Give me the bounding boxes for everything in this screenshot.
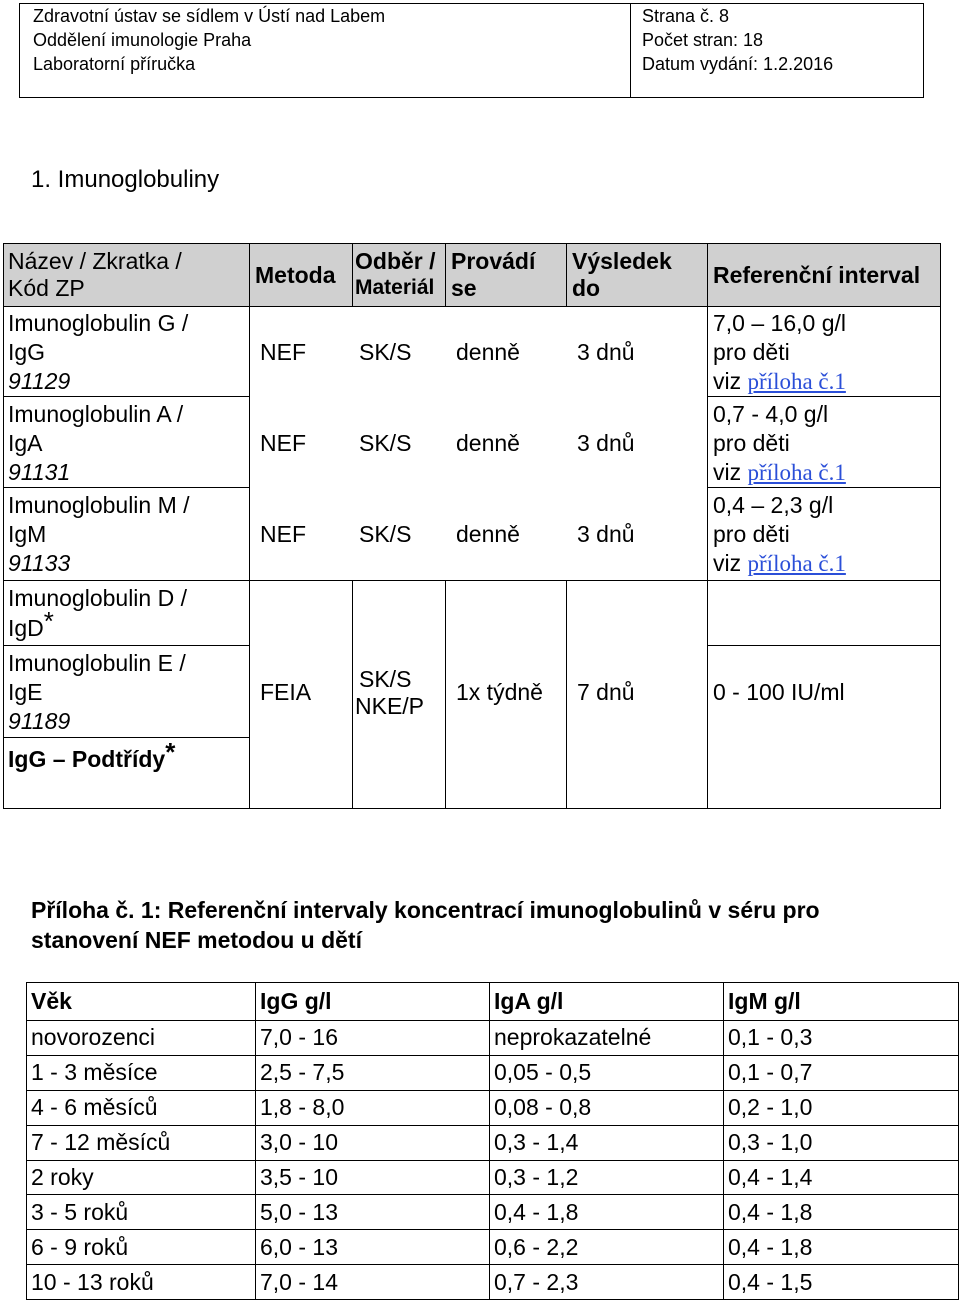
- table-row: [27, 1265, 959, 1300]
- row-result: 3 dnů: [577, 521, 635, 547]
- cell-igm: 0,4 - 1,8: [724, 1230, 959, 1265]
- col-header-performed-line2: se: [451, 275, 477, 301]
- col-divider: [707, 244, 708, 808]
- row-reference-value: 0 - 100 IU/ml: [713, 679, 845, 705]
- row-reference-see: [713, 549, 846, 578]
- row-performed: 1x týdně: [456, 679, 543, 705]
- cell-iga: 0,6 - 2,2: [490, 1230, 724, 1265]
- col-header-result-line2: do: [572, 275, 601, 301]
- col-divider: [352, 244, 353, 306]
- row-reference-see-label: viz: [713, 368, 742, 394]
- row-reference-value: 0,4 – 2,3 g/l: [713, 492, 834, 518]
- row-divider: [4, 737, 249, 738]
- col-header-igg: IgG g/l: [256, 983, 490, 1021]
- col-divider: [352, 580, 353, 808]
- row-name-with-note: [8, 737, 176, 773]
- row-code: 91189: [8, 708, 71, 734]
- row-name: Imunoglobulin E /: [8, 650, 186, 676]
- cell-igm: 0,1 - 0,7: [724, 1055, 959, 1090]
- row-abbr: IgD: [8, 615, 44, 641]
- cell-age: 1 - 3 měsíce: [27, 1055, 256, 1090]
- cell-igg: 2,5 - 7,5: [256, 1055, 490, 1090]
- row-result: 3 dnů: [577, 339, 635, 365]
- row-sample: SK/S: [359, 521, 412, 547]
- row-divider: [4, 487, 249, 488]
- table-row: [27, 1230, 959, 1265]
- row-divider: [4, 306, 940, 307]
- cell-igg: 7,0 - 14: [256, 1265, 490, 1300]
- cell-age: 7 - 12 měsíců: [27, 1125, 256, 1160]
- cell-iga: 0,4 - 1,8: [490, 1195, 724, 1230]
- cell-igm: 0,4 - 1,4: [724, 1160, 959, 1195]
- header-pages-total: Počet stran: 18: [642, 30, 764, 50]
- table-row: [27, 1125, 959, 1160]
- row-reference-see: [713, 458, 846, 487]
- footnote-star: *: [165, 737, 176, 767]
- appendix-link[interactable]: příloha č.1: [747, 551, 846, 576]
- col-divider: [249, 244, 250, 808]
- col-header-iga: IgA g/l: [490, 983, 724, 1021]
- cell-age: 6 - 9 roků: [27, 1230, 256, 1265]
- row-abbr: IgG: [8, 339, 46, 365]
- cell-iga: 0,3 - 1,2: [490, 1160, 724, 1195]
- cell-igm: 0,4 - 1,5: [724, 1265, 959, 1300]
- col-header-name-line1: Název / Zkratka /: [8, 248, 182, 274]
- row-performed: denně: [456, 521, 520, 547]
- row-abbr-with-note: [8, 606, 54, 642]
- header-page-label: Strana č. 8: [642, 6, 730, 26]
- cell-igg: 1,8 - 8,0: [256, 1090, 490, 1125]
- header-org-line2: Oddělení imunologie Praha: [33, 30, 252, 50]
- row-reference-value: 0,7 - 4,0 g/l: [713, 401, 829, 427]
- cell-igg: 5,0 - 13: [256, 1195, 490, 1230]
- col-divider: [566, 244, 567, 306]
- table-row: [27, 1055, 959, 1090]
- row-reference-value: 7,0 – 16,0 g/l: [713, 310, 846, 336]
- row-reference-children: pro děti: [713, 521, 790, 547]
- row-method: FEIA: [260, 679, 312, 705]
- header-org-line3: Laboratorní příručka: [33, 54, 196, 74]
- row-divider: [707, 396, 940, 397]
- cell-age: 2 roky: [27, 1160, 256, 1195]
- row-performed: denně: [456, 339, 520, 365]
- col-header-sample-line2: Materiál: [355, 276, 435, 299]
- row-code: 91133: [8, 550, 71, 576]
- col-header-method: Metoda: [255, 262, 336, 288]
- row-performed: denně: [456, 430, 520, 456]
- row-divider: [707, 487, 940, 488]
- table-header-row: [27, 983, 959, 1021]
- row-sample: SK/S: [359, 430, 412, 456]
- row-reference-children: pro děti: [713, 430, 790, 456]
- row-abbr: IgA: [8, 430, 43, 456]
- footnote-star: *: [43, 606, 54, 636]
- row-code: 91131: [8, 459, 71, 485]
- row-method: NEF: [260, 521, 306, 547]
- row-abbr: IgE: [8, 679, 43, 705]
- row-reference-children: pro děti: [713, 339, 790, 365]
- cell-iga: neprokazatelné: [490, 1021, 724, 1056]
- cell-age: 10 - 13 roků: [27, 1265, 256, 1300]
- cell-age: novorozenci: [27, 1021, 256, 1056]
- row-name: Imunoglobulin G /: [8, 310, 189, 336]
- col-header-reference: Referenční interval: [713, 262, 921, 288]
- col-divider: [566, 580, 567, 808]
- row-divider: [707, 645, 940, 646]
- section-title: 1. Imunoglobuliny: [31, 166, 220, 193]
- table-row: [27, 1160, 959, 1195]
- col-divider: [445, 244, 446, 306]
- row-name: Imunoglobulin A /: [8, 401, 184, 427]
- col-header-igm: IgM g/l: [724, 983, 959, 1021]
- row-result: 3 dnů: [577, 430, 635, 456]
- col-header-result-line1: Výsledek: [572, 248, 672, 274]
- table-row: [27, 1195, 959, 1230]
- row-result: 7 dnů: [577, 679, 635, 705]
- cell-igg: 3,5 - 10: [256, 1160, 490, 1195]
- cell-age: 4 - 6 měsíců: [27, 1090, 256, 1125]
- table-row: [27, 1021, 959, 1056]
- row-divider: [4, 396, 249, 397]
- row-reference-see-label: viz: [713, 550, 742, 576]
- row-abbr: IgM: [8, 521, 47, 547]
- appendix-link[interactable]: příloha č.1: [747, 369, 846, 394]
- cell-igg: 7,0 - 16: [256, 1021, 490, 1056]
- cell-iga: 0,08 - 0,8: [490, 1090, 724, 1125]
- appendix-link[interactable]: příloha č.1: [747, 460, 846, 485]
- row-divider: [4, 580, 940, 581]
- cell-igm: 0,2 - 1,0: [724, 1090, 959, 1125]
- row-method: NEF: [260, 430, 306, 456]
- cell-igm: 0,1 - 0,3: [724, 1021, 959, 1056]
- row-sample-line1: SK/S: [359, 666, 412, 692]
- cell-age: 3 - 5 roků: [27, 1195, 256, 1230]
- col-header-sample-line1: Odběr /: [355, 248, 436, 274]
- row-reference-see: [713, 367, 846, 396]
- col-header-performed-line1: Provádí: [451, 248, 536, 274]
- cell-iga: 0,7 - 2,3: [490, 1265, 724, 1300]
- cell-igg: 3,0 - 10: [256, 1125, 490, 1160]
- row-reference-see-label: viz: [713, 459, 742, 485]
- row-sample-line2: NKE/P: [355, 693, 425, 719]
- row-name: Imunoglobulin D /: [8, 585, 187, 611]
- col-header-age: Věk: [27, 983, 256, 1021]
- header-issue-date: Datum vydání: 1.2.2016: [642, 54, 834, 74]
- table-row: [27, 1090, 959, 1125]
- row-name: Imunoglobulin M /: [8, 492, 190, 518]
- reference-intervals-table: [26, 982, 959, 1300]
- cell-igm: 0,3 - 1,0: [724, 1125, 959, 1160]
- header-org-line1: Zdravotní ústav se sídlem v Ústí nad Labem: [33, 6, 386, 26]
- cell-igm: 0,4 - 1,8: [724, 1195, 959, 1230]
- cell-iga: 0,3 - 1,4: [490, 1125, 724, 1160]
- cell-iga: 0,05 - 0,5: [490, 1055, 724, 1090]
- col-divider: [445, 580, 446, 808]
- cell-igg: 6,0 - 13: [256, 1230, 490, 1265]
- appendix-title: Příloha č. 1: Referenční intervaly koncentrací imunoglobulinů v séru pro stanovení NEF metodou u dětí: [31, 897, 820, 953]
- row-code: 91129: [8, 368, 71, 394]
- header-divider: [630, 3, 631, 98]
- col-header-name-line2: Kód ZP: [8, 275, 85, 301]
- row-method: NEF: [260, 339, 306, 365]
- row-divider: [4, 645, 249, 646]
- row-sample: SK/S: [359, 339, 412, 365]
- row-name: IgG – Podtřídy: [8, 746, 166, 772]
